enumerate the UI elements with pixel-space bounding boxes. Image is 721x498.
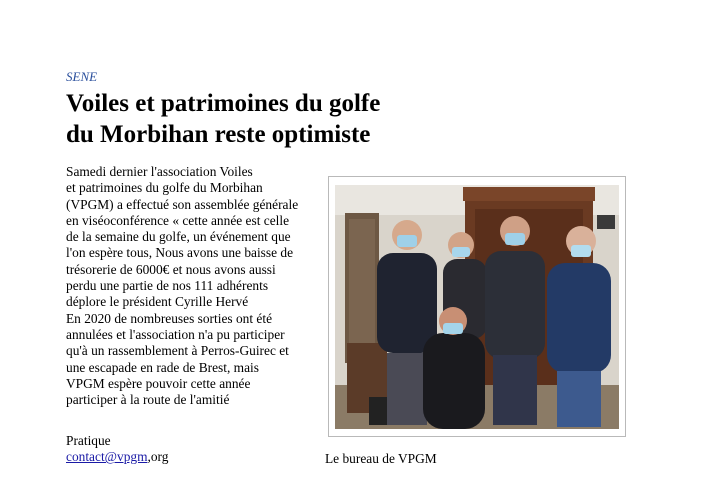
body-line: Samedi dernier l'association Voiles: [66, 164, 253, 179]
body-line: et patrimoines du golfe du Morbihan: [66, 180, 263, 196]
body-line: annulées et l'association n'a pu participer: [66, 326, 285, 342]
photo-caption: Le bureau de VPGM: [325, 451, 437, 466]
body-line: une escapade en rade de Brest, mais: [66, 359, 259, 375]
body-line: En 2020 de nombreuses sorties ont été: [66, 310, 273, 326]
body-line: qu'à un rassemblement à Perros-Guirec et: [66, 343, 289, 359]
body-line: VPGM espère pouvoir cette année: [66, 375, 251, 391]
headline-line: du Morbihan reste optimiste: [66, 121, 371, 148]
body-line: (VPGM) a effectué son assemblée générale: [66, 196, 299, 212]
body-line: l'on espère tous, Nous avons une baisse de: [66, 245, 294, 261]
body-line: perdu une partie de nos 111 adhérents: [66, 278, 269, 294]
photo-frame: [328, 176, 626, 437]
body-line: participer à la route de l'amitié: [66, 392, 230, 408]
body-line: trésorerie de 6000€ et nous avons aussi: [66, 261, 276, 277]
contact-email-link[interactable]: contact@vpgm: [66, 449, 148, 465]
article-body: [66, 164, 328, 408]
contact-line: [66, 449, 168, 465]
contact-suffix: ,org: [147, 449, 169, 465]
body-line: de la semaine du golfe, un événement que: [66, 229, 291, 245]
body-line: déplore le président Cyrille Hervé: [66, 294, 249, 310]
body-line: en viséoconférence « cette année est celle: [66, 212, 290, 228]
section-label: SENE: [66, 69, 98, 84]
group-photo: [335, 185, 619, 429]
practical-heading: Pratique: [66, 433, 111, 448]
article-headline: [66, 88, 486, 150]
headline-line: Voiles et patrimoines du golfe: [66, 90, 381, 117]
practical-info: [66, 433, 168, 466]
